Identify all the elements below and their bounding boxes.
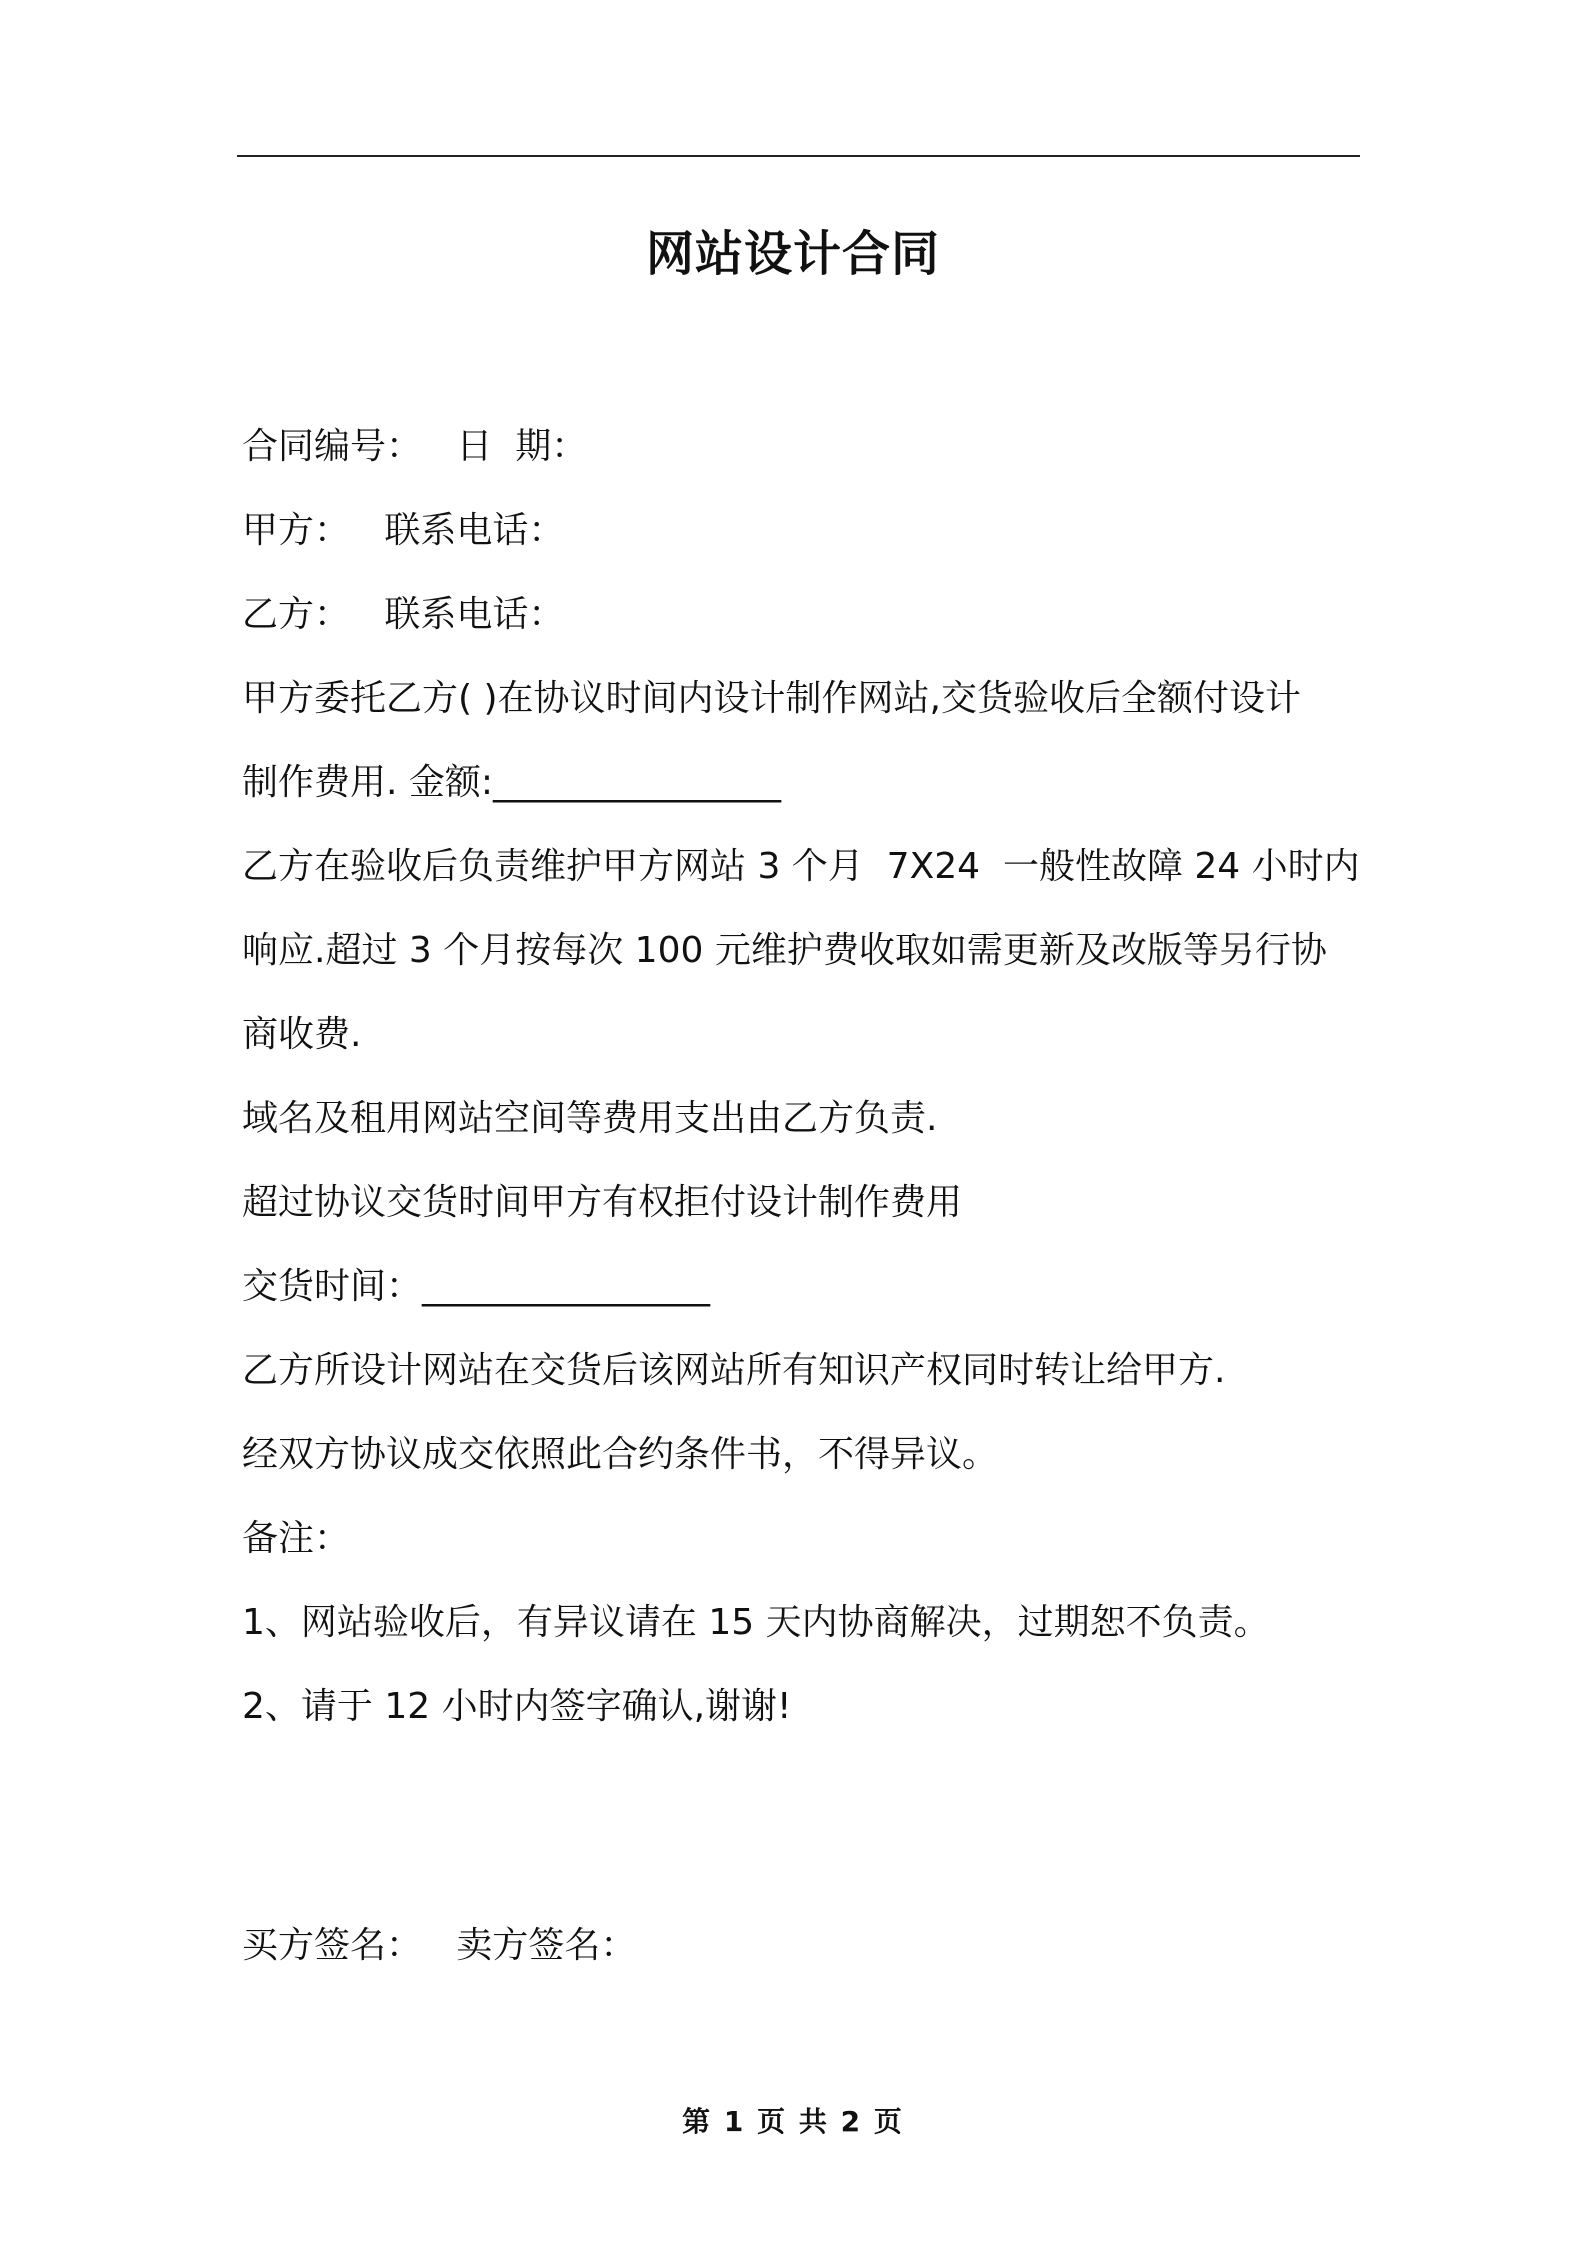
clause-maintenance-line-3: 商收费.: [242, 1014, 362, 1055]
clause-commission-line-2: 制作费用. 金额:________________: [242, 762, 782, 803]
remarks-heading: 备注：: [242, 1518, 351, 1559]
clause-maintenance-line-2: 响应.超过 3 个月按每次 100 元维护费收取如需更新及改版等另行协: [242, 930, 1327, 971]
clause-agreement: 经双方协议成交依照此合约条件书，不得异议。: [242, 1434, 999, 1475]
contract-body: [242, 405, 1362, 1749]
clause-ip-transfer: 乙方所设计网站在交货后该网站所有知识产权同时转让给甲方.: [242, 1350, 1226, 1391]
clause-domain-hosting: 域名及租用网站空间等费用支出由乙方负责.: [242, 1098, 938, 1139]
clause-late-delivery: 超过协议交货时间甲方有权拒付设计制作费用: [242, 1182, 963, 1223]
party-b-line: 乙方： 联系电话：: [242, 594, 565, 635]
signature-line: 买方签名： 卖方签名：: [242, 1925, 637, 1966]
remark-item-2: 2、请于 12 小时内签字确认,谢谢!: [242, 1686, 792, 1727]
remark-item-1: 1、网站验收后，有异议请在 15 天内协商解决，过期恕不负责。: [242, 1602, 1270, 1643]
document-title: 网站设计合同: [645, 226, 940, 282]
page-number-footer: 第 1 页 共 2 页: [682, 2105, 904, 2138]
clause-maintenance-line-1: 乙方在验收后负责维护甲方网站 3 个月 7X24 一般性故障 24 小时内: [242, 846, 1360, 887]
clause-commission-line-1: 甲方委托乙方( )在协议时间内设计制作网站,交货验收后全额付设计: [242, 678, 1301, 719]
header-rule: [237, 155, 1360, 157]
party-a-line: 甲方： 联系电话：: [242, 510, 565, 551]
contract-number-date-line: 合同编号： 日 期：: [242, 426, 588, 467]
delivery-time-line: 交货时间：________________: [242, 1266, 711, 1307]
